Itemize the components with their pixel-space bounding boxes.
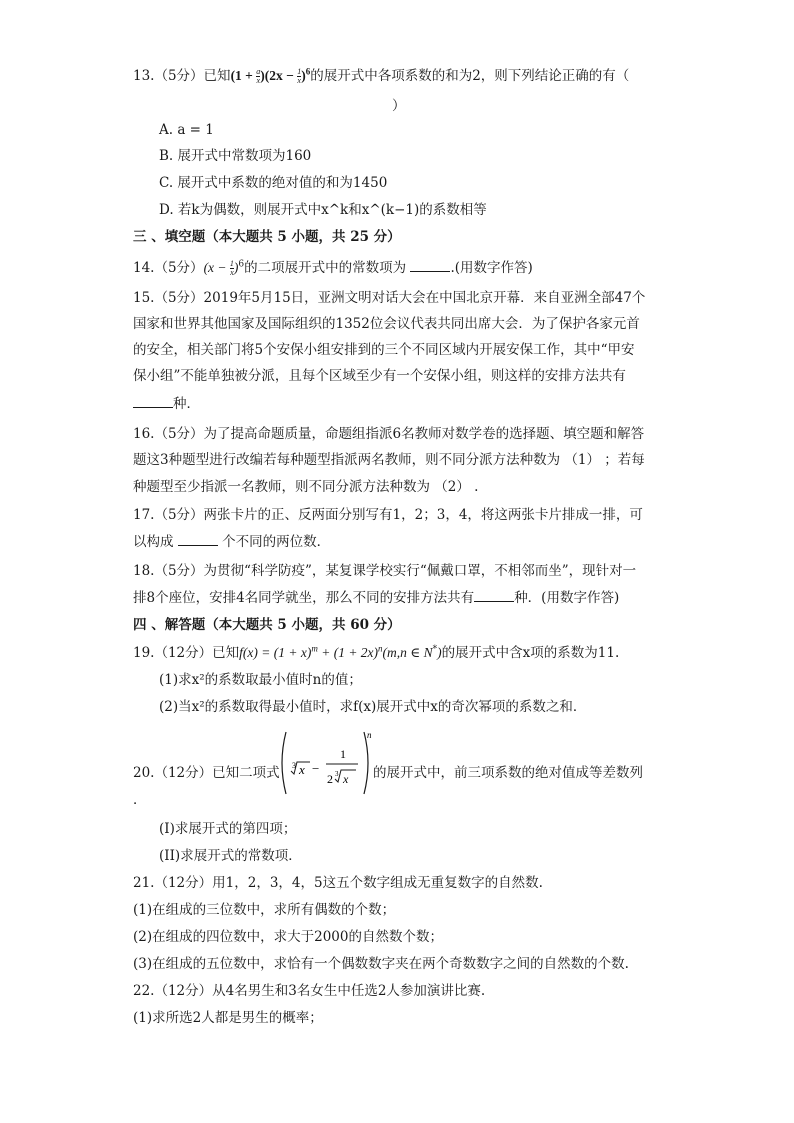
q19-tail: 的展开式中含x项的系数为11. [441, 645, 620, 661]
q20-frac-den-coef: 2 [327, 772, 333, 786]
q22-sub-1: (1)求所选2人都是男生的概率； [133, 1010, 323, 1026]
q15-tail: 种． [173, 396, 200, 412]
q15-line-4: 保小组”不能单独被分派，且每个区域至少有一个安保小组，则这样的安排方法共有 [133, 368, 626, 384]
q15-line-3: 的安全，相关部门将5个安保小组安排到的三个不同区域内开展安保工作，其中“甲安 [133, 342, 635, 358]
q20-tail: 的展开式中，前三项系数的绝对值成等差数列 [373, 765, 643, 781]
q21-sub-2: (2)在组成的四位数中，求大于2000的自然数个数； [133, 929, 443, 945]
section-fill-in-heading: 三 、填空题（本大题共 5 小题，共 25 分） [133, 229, 401, 245]
q14-expr: (x − [203, 260, 230, 275]
q13-frac-b: $\frac{1}{x}$ [297, 67, 302, 85]
q13-option-b: B. 展开式中常数项为160 [159, 148, 312, 164]
q20-exponent: n [367, 730, 372, 740]
q13-option-a: A. a = 1 [159, 122, 214, 138]
q20-head: 20.（12分）已知二项式 [133, 765, 280, 781]
q19-sup-n: n [378, 643, 383, 654]
q19-expr-3: (m,n ∈ N [382, 645, 433, 660]
q14-frac: $\frac{1}{x}$ [229, 259, 234, 277]
q15-line-2: 国家和世界其他国家及国际组织的1352位会议代表共同出席大会．为了保护各家元首 [133, 316, 640, 332]
q13-close-paren: ） [392, 98, 406, 114]
q18-prefix: 排8个座位，安排4名同学就坐，那么不同的安排方法共有 [133, 590, 475, 606]
q18-line-2 [133, 588, 619, 608]
q21-sub-1: (1)在组成的三位数中，求所有偶数的个数； [133, 902, 396, 918]
q13-exponent: 6 [305, 66, 311, 77]
q21-sub-3: (3)在组成的五位数中，求恰有一个偶数数字夹在两个奇数数字之间的自然数的个数. [133, 956, 629, 972]
q13-frac-a: $\frac{a}{x}$ [256, 67, 261, 85]
q19-sup-m: m [311, 643, 318, 654]
q19-head: 19.（12分）已知 [133, 645, 240, 661]
q15-answer-blank[interactable] [133, 395, 173, 408]
q15-line-1: 15.（5分）2019年5月15日，亚洲文明对话大会在中国北京开幕．来自亚洲全部47个 [133, 290, 646, 306]
q13-expr-c: ) [301, 68, 306, 83]
q20-frac-num: 1 [340, 747, 346, 761]
q19-expr-4: ) [437, 645, 442, 660]
q18-line-1: 18.（5分）为贯彻“科学防疫”，某复课学校实行“佩戴口罩，不相邻而坐”，现针对一 [133, 563, 637, 579]
q20-left-paren [282, 732, 286, 794]
q14-stem [133, 258, 533, 278]
q19-sup-star: * [432, 644, 438, 655]
q13-expr-a: (1 + [230, 68, 257, 83]
q17-prefix: 以构成 [133, 534, 174, 550]
q20-right-paren [364, 732, 368, 794]
q20-radicand-1: x [299, 762, 305, 777]
q14-answer-blank[interactable] [410, 259, 450, 272]
q19-expr-2: + (1 + 2x) [317, 645, 379, 660]
q14-expr-end: ) [233, 260, 239, 275]
q13-option-d: D. 若k为偶数，则展开式中x^k和x^(k−1)的系数相等 [159, 202, 487, 218]
q13-head: 13.（5分）已知 [133, 68, 231, 84]
q15-line-5 [133, 394, 200, 414]
q13-expr-b: )(2x − [260, 68, 298, 83]
q14-exponent: 6 [238, 259, 245, 270]
q18-suffix: 种．(用数字作答) [514, 590, 620, 606]
q14-tail: 的二项展开式中的常数项为 [244, 260, 407, 276]
q13-stem [133, 66, 629, 86]
q13-tail: 的展开式中各项系数的和为2，则下列结论正确的有（ [310, 68, 630, 84]
q13-option-c: C. 展开式中系数的绝对值的和为1450 [159, 175, 388, 191]
q20-minus: − [312, 761, 320, 776]
q20-dot: ． [133, 792, 147, 808]
q14-head: 14.（5分） [133, 260, 204, 276]
q16-line-2: 题这3种题型进行改编若每种题型指派两名教师，则不同分派方法种数为 （1） ；若每 [133, 452, 645, 468]
q20-sub-1: (I)求展开式的第四项； [159, 821, 297, 837]
q17-answer-blank[interactable] [178, 533, 218, 546]
q16-line-3: 种题型至少指派一名教师，则不同分派方法种数为 （2） . [133, 479, 479, 495]
q19-stem [133, 643, 619, 663]
q20-binomial-expression [278, 728, 374, 798]
q21-line-1: 21.（12分）用1，2，3，4，5这五个数字组成无重复数字的自然数. [133, 875, 543, 891]
q18-answer-blank[interactable] [474, 589, 514, 602]
q20-root-index-2: 3 [335, 770, 339, 778]
q19-sub-1: (1)求x²的系数取最小值时n的值； [159, 672, 362, 688]
q22-line-1: 22.（12分）从4名男生和3名女生中任选2人参加演讲比赛. [133, 983, 486, 999]
q17-line-1: 17.（5分）两张卡片的正、反两面分别写有1，2；3，4，将这两张卡片排成一排，可 [133, 507, 643, 523]
q20-radicand-2: x [343, 772, 349, 786]
q20-sub-2: (II)求展开式的常数项． [159, 848, 302, 864]
q20-root-index-1: 3 [292, 761, 296, 770]
q16-line-1: 16.（5分）为了提高命题质量，命题组指派6名教师对数学卷的选择题、填空题和解答 [133, 426, 645, 442]
q19-sub-2: (2)当x²的系数取得最小值时，求f(x)展开式中x的奇次幂项的系数之和． [159, 699, 587, 715]
q17-suffix: 个不同的两位数． [222, 534, 331, 550]
q14-after: .(用数字作答) [450, 260, 533, 276]
section-solution-heading: 四 、解答题（本大题共 5 小题，共 60 分） [133, 617, 401, 633]
q19-expr-1: f(x) = (1 + x) [239, 645, 312, 660]
q17-line-2 [133, 532, 330, 552]
